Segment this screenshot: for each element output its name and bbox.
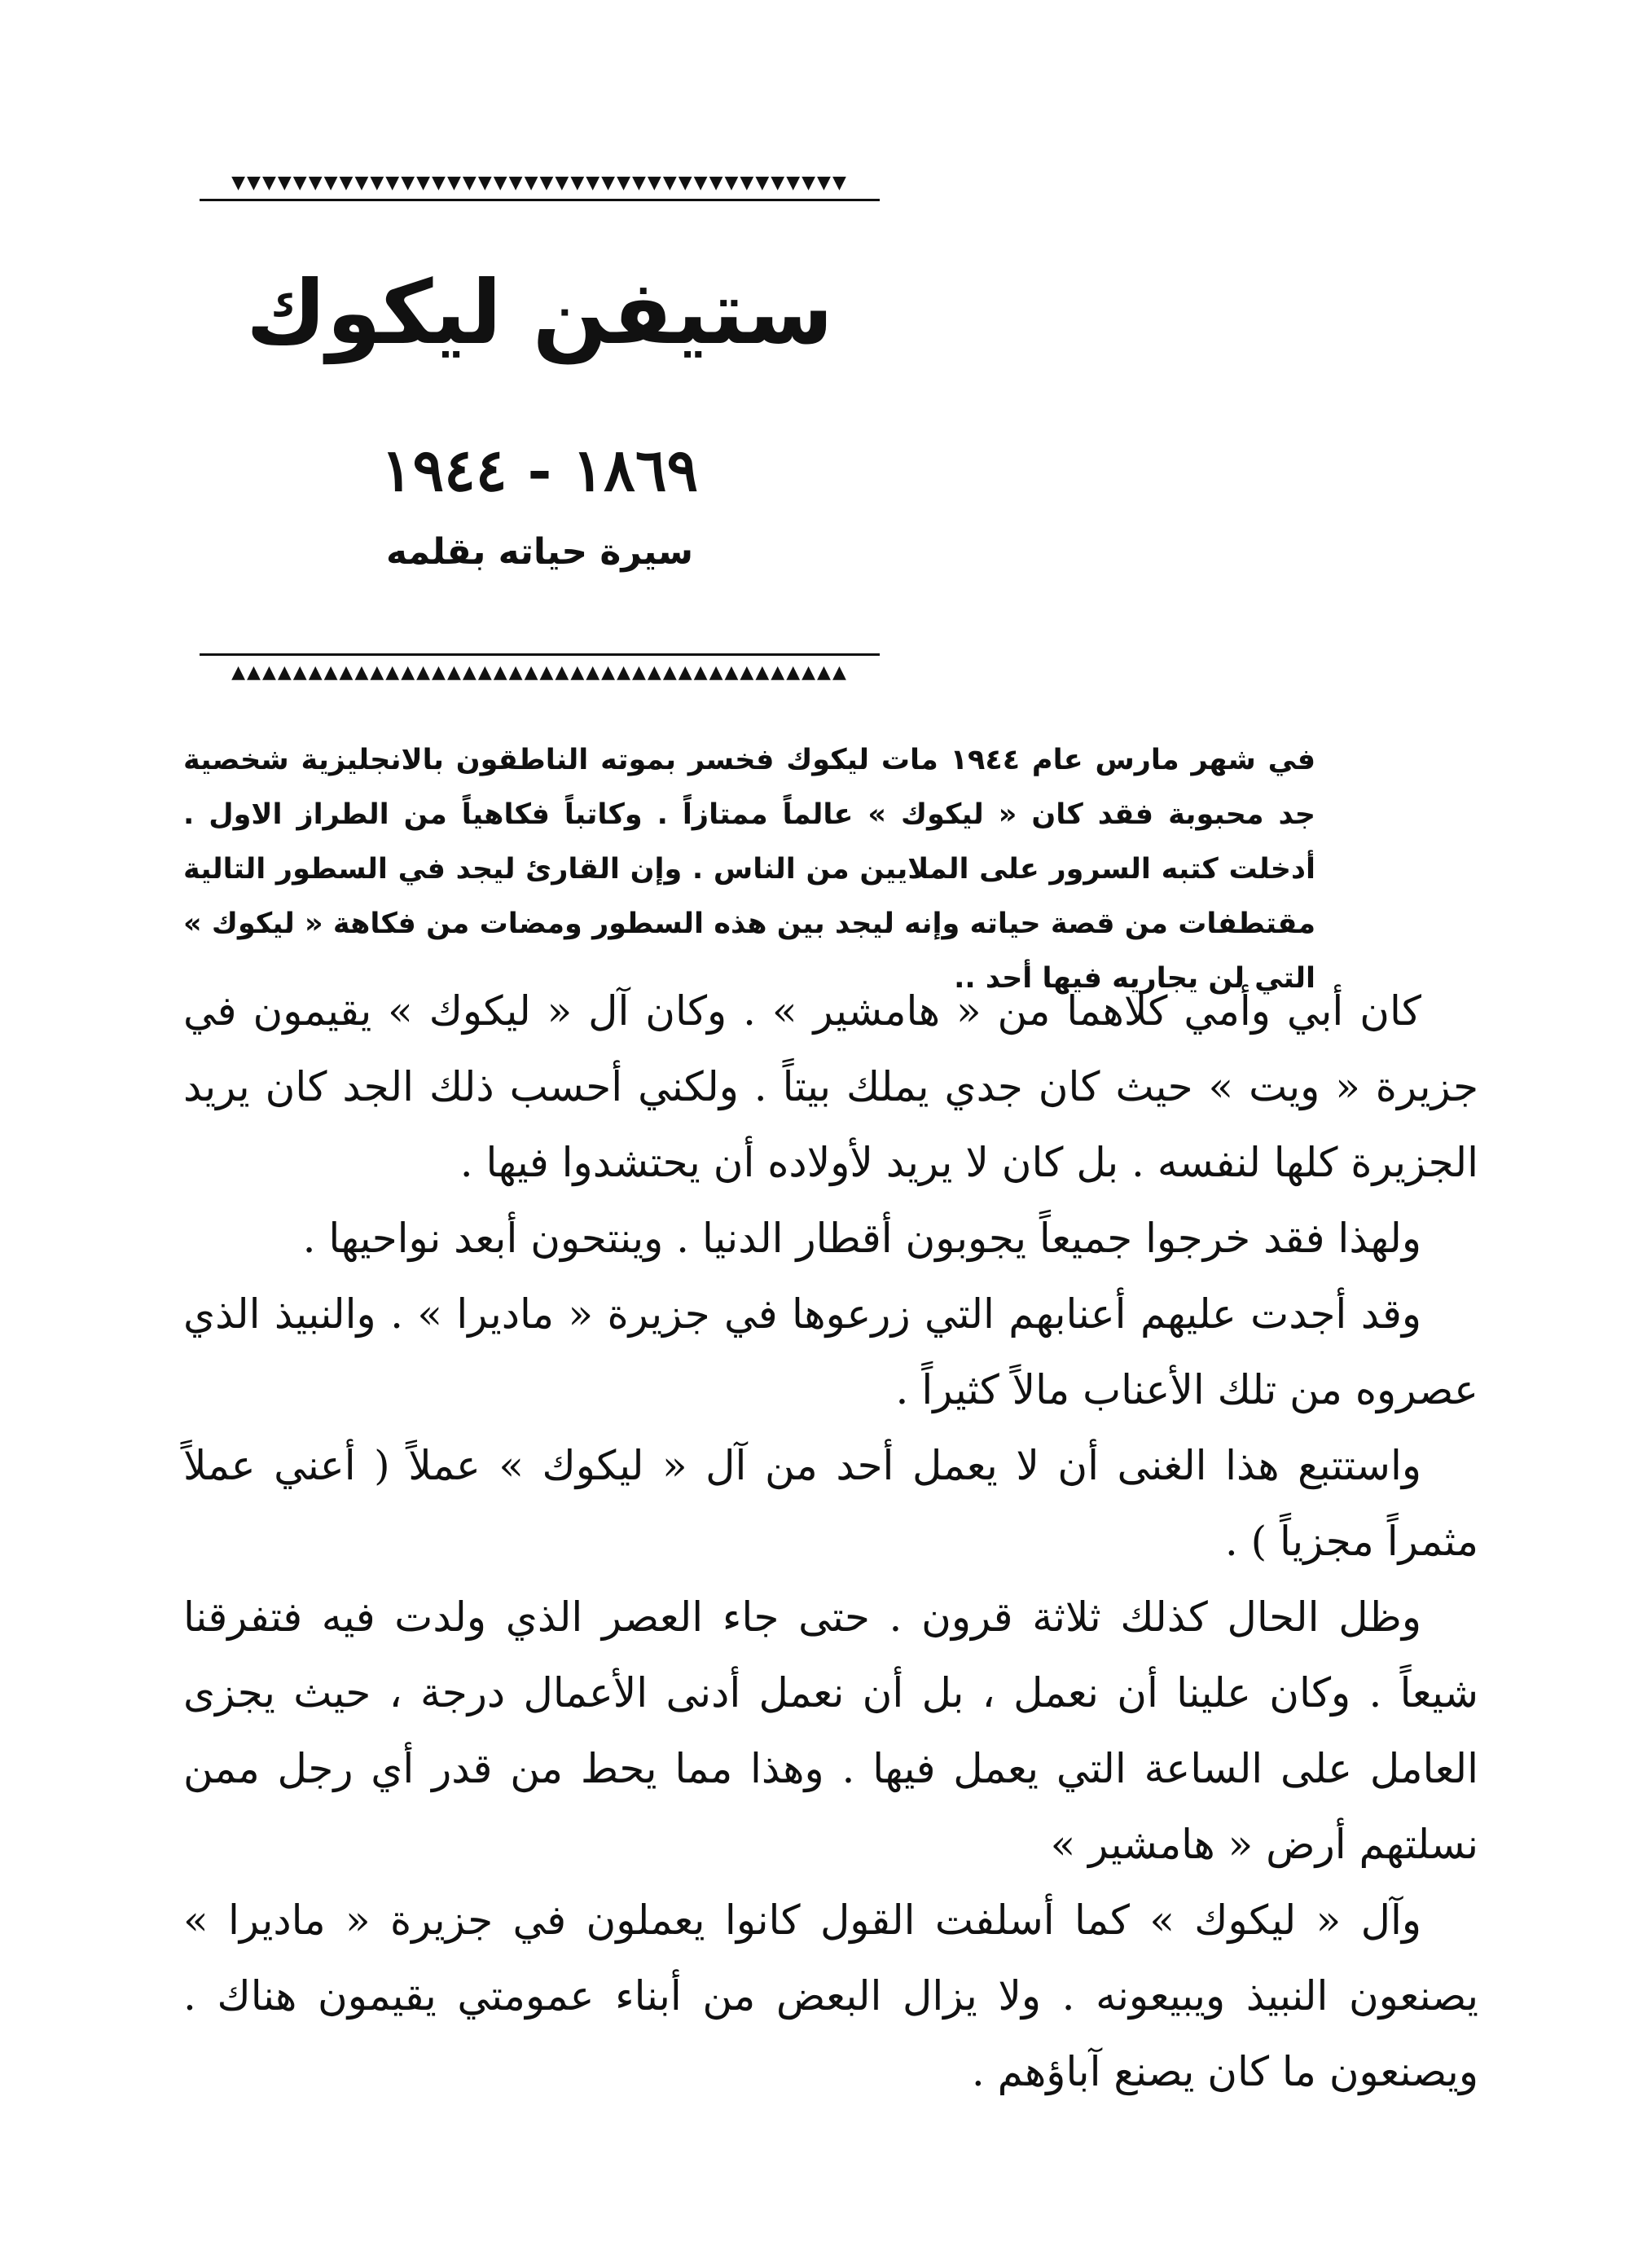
intro-paragraph: في شهر مارس عام ١٩٤٤ مات ليكوك فخسر بموته الناطقون بالانجليزية شخصية جد محبوبة فقد كان « ليكوك » عالماً ممتازاً . وكاتباً فكاهياً من الطراز الاول . أدخلت كتبه السرور على الملايين من الناس . وإن القارئ ليجد في السطور التالية مقتطفات من قصة حياته وإنه ليجد بين هذه السطور ومضات من فكاهة « ليكوك » التي لن يجاريه فيها أحد .. xyxy=(183,744,1315,995)
page-title: ستيفن ليكوك xyxy=(245,262,834,364)
paragraph: وظل الحال كذلك ثلاثة قرون . حتى جاء العصر الذي ولدت فيه فتفرقنا شيعاً . وكان علينا أن نعمل ، بل أن نعمل أدنى الأعمال درجة ، حيث يجزى العامل على الساعة التي يعمل فيها . وهذا مما يحط من قدر أي رجل ممن نسلتهم أرض « هامشير » xyxy=(183,1593,1478,1868)
paragraph: وآل « ليكوك » كما أسلفت القول كانوا يعملون في جزيرة « ماديرا » يصنعون النبيذ ويبيعونه . ولا يزال البعض من أبناء عمومتي يقيمون هناك . ويصنعون ما كان يصنع آباؤهم . xyxy=(183,1897,1478,2095)
bottom-ornament-rule: ▲▲▲▲▲▲▲▲▲▲▲▲▲▲▲▲▲▲▲▲▲▲▲▲▲▲▲▲▲▲▲▲▲▲▲▲▲▲▲▲ xyxy=(231,662,848,683)
top-divider-line xyxy=(200,199,880,201)
paragraph: كان أبي وأمي كلاهما من « هامشير » . وكان آل « ليكوك » يقيمون في جزيرة « ويت » حيث كان جدي يملك بيتاً . ولكني أحسب ذلك الجد كان يريد الجزيرة كلها لنفسه . بل كان لا يريد لأولاده أن يحتشدوا فيها . xyxy=(183,987,1478,1186)
bottom-divider-line xyxy=(200,653,880,656)
paragraph: وقد أجدت عليهم أعنابهم التي زرعوها في جزيرة « ماديرا » . والنبيذ الذي عصروه من تلك الأعناب مالاً كثيراً . xyxy=(183,1290,1478,1413)
life-years: ١٨٦٩ - ١٩٤٤ xyxy=(380,435,699,504)
page-subtitle: سيرة حياته بقلمه xyxy=(386,531,693,573)
paragraph: ولهذا فقد خرجوا جميعاً يجوبون أقطار الدنيا . وينتحون أبعد نواحيها . xyxy=(302,1215,1421,1262)
paragraph: واستتبع هذا الغنى أن لا يعمل أحد من آل « ليكوك » عملاً ( أعني عملاً مثمراً مجزياً ) . xyxy=(183,1442,1478,1565)
top-ornament-rule: ▼▼▼▼▼▼▼▼▼▼▼▼▼▼▼▼▼▼▼▼▼▼▼▼▼▼▼▼▼▼▼▼▼▼▼▼▼▼▼▼ xyxy=(231,173,848,193)
body-text xyxy=(183,974,1478,2110)
